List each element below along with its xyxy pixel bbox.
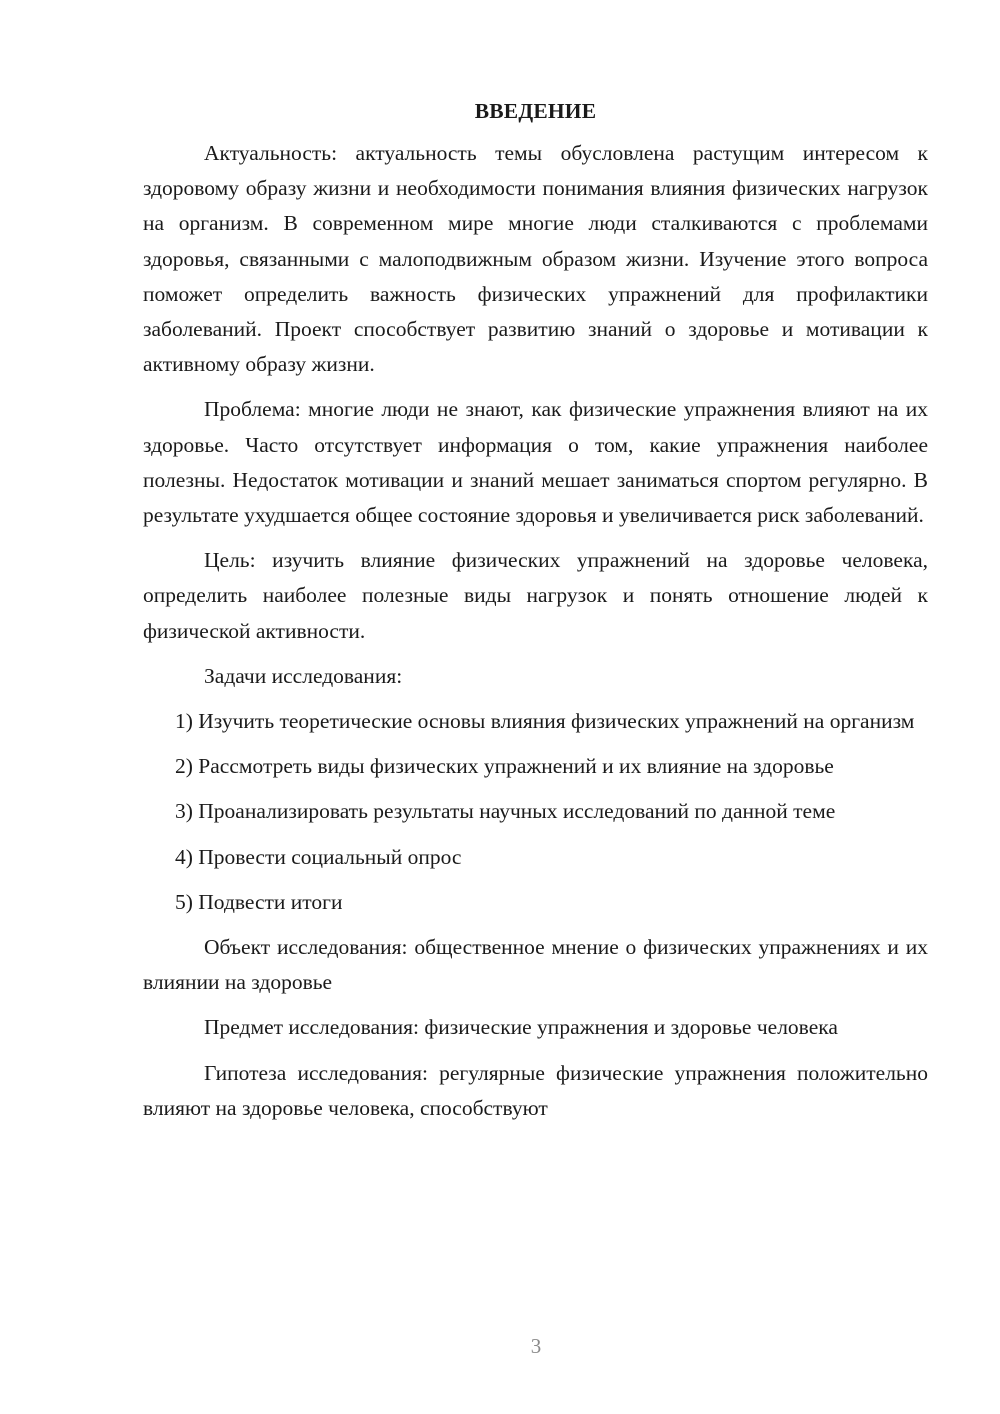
paragraph-relevance: Актуальность: актуальность темы обусловлена растущим интересом к здоровому образу жизни и необходимости понимания влияния физических нагрузок на организм. В современном мире многие люди сталкиваются с проблемами здоровья, связанными с малоподвижным образом жизни. Изучение этого вопроса поможет определить важность физических упражнений для профилактики заболеваний. Проект способствует развитию знаний о здоровье и мотивации к активному образу жизни. (143, 141, 928, 377)
section-title: ВВЕДЕНИЕ (474, 99, 597, 123)
paragraph-problem: Проблема: многие люди не знают, как физические упражнения влияют на их здоровье. Часто отсутствует информация о том, какие упражнения наиболее полезны. Недостаток мотивации и знаний мешает заниматься спортом регулярно. В результате ухудшается общее состояние здоровья и увеличивается риск заболеваний. (143, 397, 928, 528)
task-item-3: 3) Проанализировать результаты научных исследований по данной теме (175, 799, 836, 824)
paragraph-goal: Цель: изучить влияние физических упражнений на здоровье человека, определить наиболее полезные виды нагрузок и понять отношение людей к физической активности. (143, 548, 928, 643)
page-content (143, 96, 928, 1126)
task-item-4: 4) Провести социальный опрос (175, 844, 462, 869)
paragraph-tasks-heading: Задачи исследования: (204, 663, 403, 688)
paragraph-object: Объект исследования: общественное мнение о физических упражнениях и их влиянии на здоровье (143, 935, 928, 995)
task-item-2: 2) Рассмотреть виды физических упражнений и их влияние на здоровье (175, 754, 834, 779)
paragraph-hypothesis: Гипотеза исследования: регулярные физические упражнения положительно влияют на здоровье человека, способствуют (143, 1060, 928, 1120)
page-number: 3 (530, 1334, 542, 1358)
task-item-1: 1) Изучить теоретические основы влияния физических упражнений на организм (175, 709, 915, 734)
paragraph-subject: Предмет исследования: физические упражнения и здоровье человека (204, 1015, 838, 1040)
task-item-5: 5) Подвести итоги (175, 889, 343, 914)
